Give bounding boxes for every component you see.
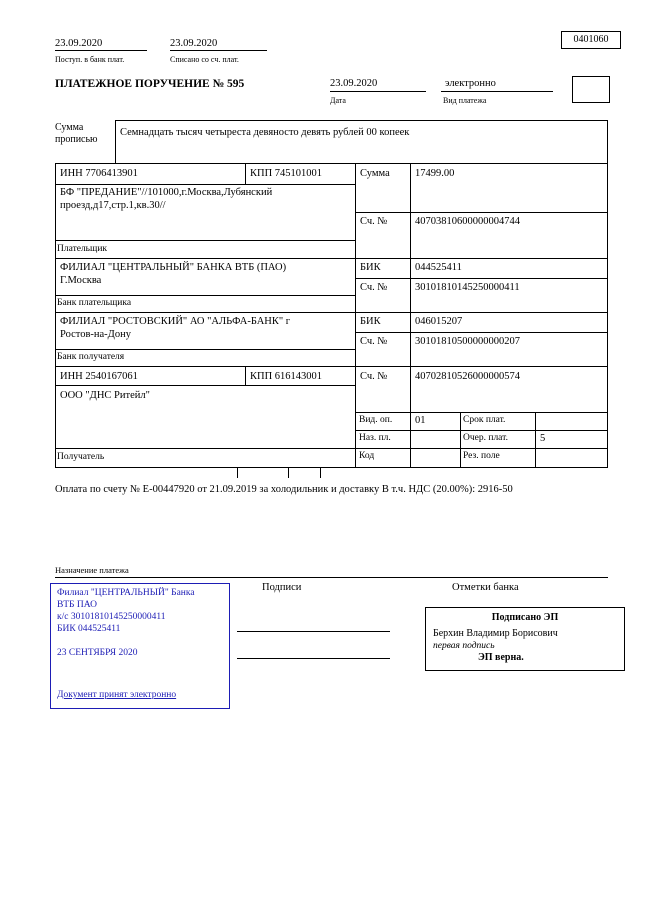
payee-name: ООО "ДНС Ритейл" — [60, 390, 150, 401]
form-code-box: 0401060 — [561, 31, 621, 49]
table-line — [55, 349, 356, 350]
payment-kind: электронно — [441, 77, 553, 92]
payer-caption: Плательщик — [57, 244, 108, 254]
payee-bank-account: 30101810500000000207 — [415, 336, 520, 347]
term-label: Срок плат. — [463, 415, 506, 425]
purpose-line — [55, 577, 608, 578]
payee-bank-caption: Банк получателя — [57, 352, 125, 362]
table-line — [55, 240, 356, 241]
table-line — [607, 120, 608, 467]
tick-mark — [237, 467, 238, 478]
amount-in-words: Семнадцать тысяч четыреста девяносто девять рублей 00 копеек — [120, 127, 410, 138]
table-line — [460, 412, 461, 467]
payer-bank-account: 30101810145250000411 — [415, 282, 520, 293]
purpose-text: Оплата по счету № Е-00447920 от 21.09.2019 за холодильник и доставку В т.ч. НДС (20.00%): 2916-50 — [55, 484, 513, 495]
debited-date-label: Списано со сч. плат. — [170, 55, 239, 64]
payee-caption: Получатель — [57, 452, 105, 462]
table-line — [355, 412, 608, 413]
bank-marks-heading: Отметки банка — [452, 582, 519, 593]
table-line — [55, 184, 356, 185]
reserve-label: Рез. поле — [463, 451, 500, 461]
stamp-bank-name-2: ВТБ ПАО — [57, 600, 97, 610]
amount-box-left-line — [115, 120, 116, 163]
received-date-label: Поступ. в банк плат. — [55, 55, 125, 64]
payer-bank-acc-label: Сч. № — [360, 282, 388, 293]
payer-kpp: КПП 745101001 — [250, 168, 323, 179]
table-line — [55, 467, 608, 468]
stamp-bik: БИК 044525411 — [57, 624, 121, 634]
table-line — [55, 448, 608, 449]
payee-bank-bik-label: БИК — [360, 316, 381, 327]
stamp-accepted-note: Документ принят электронно — [57, 690, 177, 700]
stamp-corr-account: к/с 30101810145250000411 — [57, 612, 166, 622]
payee-acc-label: Сч. № — [360, 371, 388, 382]
table-line — [245, 366, 246, 385]
table-line — [55, 295, 356, 296]
queue-value: 5 — [540, 433, 546, 444]
payee-account: 40702810526000000574 — [415, 371, 520, 382]
table-line — [55, 163, 56, 467]
payer-inn: ИНН 7706413901 — [60, 168, 138, 179]
table-line — [55, 385, 356, 386]
naz-label: Наз. пл. — [359, 433, 391, 443]
tick-mark — [320, 467, 321, 478]
payment-kind-label: Вид платежа — [443, 96, 487, 105]
table-line — [355, 332, 608, 333]
payer-account: 40703810600000004744 — [415, 216, 520, 227]
ep-signer-role: первая подпись — [433, 641, 495, 651]
code-label: Код — [359, 451, 375, 461]
signature-line-2 — [237, 658, 390, 659]
payee-inn: ИНН 2540167061 — [60, 371, 138, 382]
table-line — [55, 366, 608, 367]
document-title: ПЛАТЕЖНОЕ ПОРУЧЕНИЕ № 595 — [55, 78, 245, 90]
table-line — [355, 430, 608, 431]
amount-words-label-1: Сумма — [55, 122, 84, 133]
op-kind-label: Вид. оп. — [359, 415, 393, 425]
payee-bank-acc-label: Сч. № — [360, 336, 388, 347]
payer-bank-bik-label: БИК — [360, 262, 381, 273]
queue-label: Очер. плат. — [463, 433, 508, 443]
payee-bank-bik: 046015207 — [415, 316, 463, 327]
document-date-label: Дата — [330, 96, 346, 105]
payee-kpp: КПП 616143001 — [250, 371, 323, 382]
tick-mark — [288, 467, 289, 478]
payer-bank-name: ФИЛИАЛ "ЦЕНТРАЛЬНЫЙ" БАНКА ВТБ (ПАО) Г.Москва — [60, 262, 287, 286]
purpose-caption: Назначение платежа — [55, 565, 129, 575]
table-line — [245, 163, 246, 184]
table-line — [535, 412, 536, 467]
ep-signer-name: Берхин Владимир Борисович — [433, 628, 558, 639]
ep-title: Подписано ЭП — [491, 612, 559, 623]
received-date: 23.09.2020 — [55, 37, 147, 51]
sum-label: Сумма — [360, 168, 390, 179]
stamp-date: 23 СЕНТЯБРЯ 2020 — [57, 648, 138, 658]
debited-date: 23.09.2020 — [170, 37, 267, 51]
table-line — [355, 163, 356, 467]
amount-box-top-line — [115, 120, 608, 121]
op-kind-value: 01 — [415, 415, 426, 426]
signature-line-1 — [237, 631, 390, 632]
ep-valid-note: ЭП верна. — [478, 652, 524, 663]
status-box — [572, 76, 610, 103]
payer-name: БФ "ПРЕДАНИЕ"//101000,г.Москва,Лубянский проезд,д17,стр.1,кв.30// — [60, 187, 273, 211]
sum-value: 17499.00 — [415, 168, 455, 179]
table-line — [355, 278, 608, 279]
table-line — [410, 163, 411, 467]
table-line — [55, 312, 608, 313]
signatures-heading: Подписи — [262, 582, 302, 593]
payee-bank-name: ФИЛИАЛ "РОСТОВСКИЙ" АО "АЛЬФА-БАНК" г Ростов-на-Дону — [60, 316, 291, 340]
stamp-bank-name-1: Филиал "ЦЕНТРАЛЬНЫЙ" Банка — [57, 588, 195, 598]
payer-bank-bik: 044525411 — [415, 262, 462, 273]
payer-bank-caption: Банк плательщика — [57, 298, 132, 308]
table-line — [55, 163, 608, 164]
payer-acc-label: Сч. № — [360, 216, 388, 227]
document-date: 23.09.2020 — [330, 77, 426, 92]
table-line — [355, 212, 608, 213]
table-line — [55, 258, 608, 259]
amount-words-label-2: прописью — [55, 134, 98, 145]
